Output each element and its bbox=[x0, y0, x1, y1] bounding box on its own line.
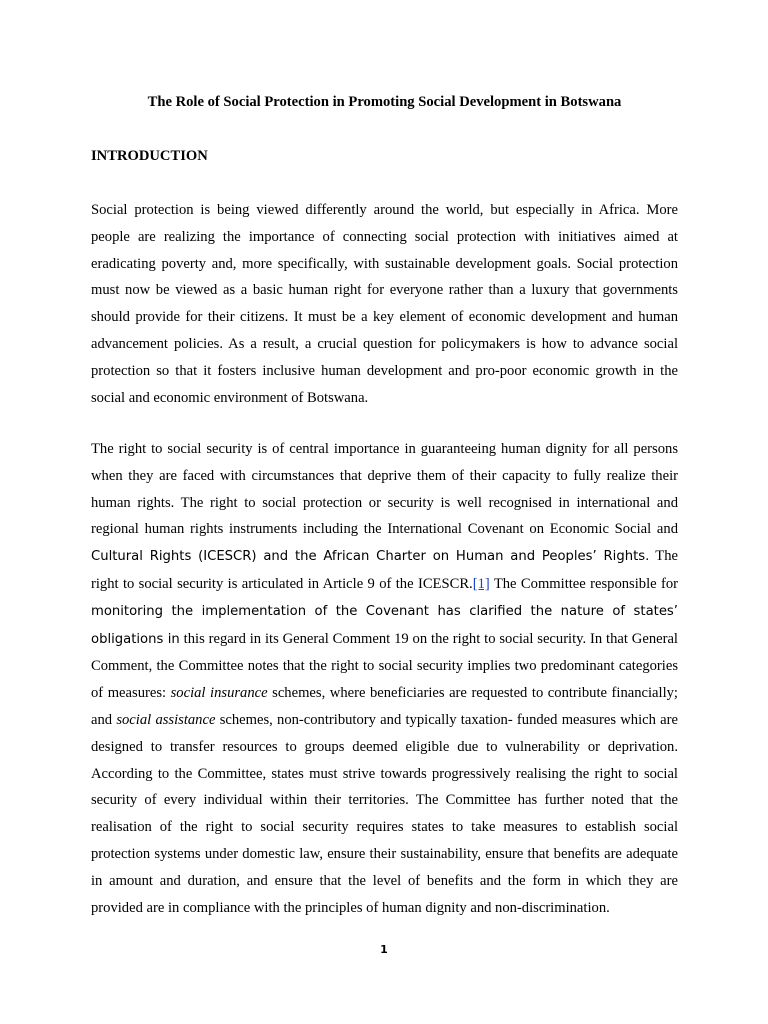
paragraph-2 bbox=[91, 436, 678, 921]
term-social-assistance: social assistance bbox=[116, 711, 216, 728]
paragraph-2-text-alt-font: Cultural Rights (ICESCR) and the African Charter on Human and Peoples’ Rights. bbox=[91, 549, 650, 565]
term-social-insurance: social insurance bbox=[170, 685, 268, 702]
document-title: The Role of Social Protection in Promoting Social Development in Botswana bbox=[147, 94, 622, 110]
paragraph-2-text: The right to social security is articulated in Article 9 of the ICESCR. bbox=[91, 548, 678, 592]
paragraph-2-text: schemes, non-contributory and typically taxation- funded measures which are designed to transfer resources to groups deemed eligible due to vulnerability or deprivation. According to the Committee, states must strive towards progressively realising the right to social security of every individual within their territories. The Committee has further noted that the realisation of the right to social security requires states to take measures to establish social protection systems under domestic law, ensure their sustainability, ensure that benefits are adequate in amount and duration, and ensure that the level of benefits and the form in which they are provided are in compliance with the principles of human dignity and non-discrimination. bbox=[91, 711, 678, 916]
footnote-link-1[interactable]: [1] bbox=[472, 575, 490, 592]
paragraph-2-text: The right to social security is of central importance in guaranteeing human dignity for all persons when they are faced with circumstances that deprive them of their capacity to fully realize their human rights. The right to social protection or security is well recognised in international and regional human rights instruments including the International Covenant on Economic Social and bbox=[91, 441, 678, 538]
page-number: 1 bbox=[380, 943, 388, 956]
section-heading-introduction: INTRODUCTION bbox=[91, 148, 208, 164]
paragraph-2-text: this regard in its General Comment 19 on the right to social security. In that General Comment, the Committee notes that the right to social security implies two predominant categories of measures: bbox=[91, 630, 678, 702]
paragraph-2-text: The Committee responsible for bbox=[489, 575, 679, 592]
paragraph-1: Social protection is being viewed differently around the world, but especially in Africa. More people are realizing the importance of connecting social protection with initiatives aimed at eradicating poverty and, more specifically, with sustainable development goals. Social protection must now be viewed as a basic human right for everyone rather than a luxury that governments should provide for their citizens. It must be a key element of economic development and human advancement policies. As a result, a crucial question for policymakers is how to advance social protection so that it fosters inclusive human development and pro-poor economic growth in the social and economic environment of Botswana. bbox=[91, 202, 678, 406]
paragraph-2-text-alt-font: monitoring the implementation of the Covenant has clarified the nature of states’ obligations in bbox=[91, 603, 678, 647]
paragraph-2-text: schemes, where beneficiaries are requested to contribute financially; and bbox=[91, 685, 678, 728]
